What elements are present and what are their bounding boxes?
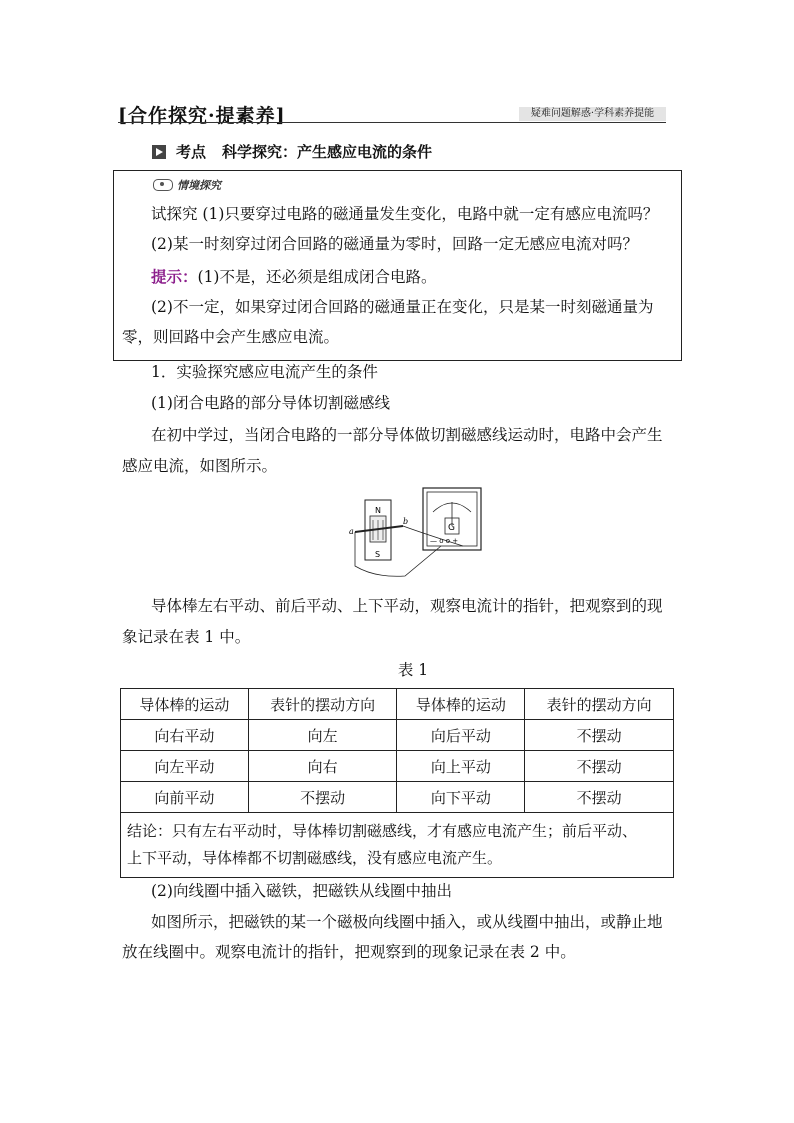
- table-cell: 向后平动: [397, 720, 525, 751]
- table-row: [121, 720, 674, 751]
- paragraph-1-line1: 在初中学过，当闭合电路的一部分导体做切割磁感线运动时，电路中会产生: [151, 426, 663, 444]
- paragraph-3-line1: 如图所示，把磁铁的某一个磁极向线圈中插入，或从线圈中抽出，或静止地: [151, 913, 663, 931]
- header-tag: 疑难问题解惑·学科素养提能: [519, 107, 666, 121]
- section-title: 科学探究：产生感应电流的条件: [222, 143, 433, 161]
- label-a: a: [349, 527, 354, 536]
- paragraph-3-line2: 放在线圈中。观察电流计的指针，把观察到的现象记录在表 2 中。: [122, 943, 576, 961]
- table-cell: 向上平动: [397, 751, 525, 782]
- paragraph-2-line1: 导体棒左右平动、前后平动、上下平动，观察电流计的指针，把观察到的现: [151, 597, 663, 615]
- inquiry-icon: [153, 179, 173, 191]
- experiment-figure: [345, 486, 485, 582]
- table-header-cell: 导体棒的运动: [397, 689, 525, 720]
- table-cell: 向右平动: [121, 720, 249, 751]
- meter-terminals: — o o +: [430, 537, 459, 545]
- label-b: b: [403, 517, 409, 526]
- section-heading: [152, 141, 432, 162]
- subheading-2: (2)向线圈中插入磁铁，把磁铁从线圈中抽出: [151, 882, 452, 900]
- table-cell: 不摆动: [525, 751, 674, 782]
- section-label: 考点: [176, 143, 207, 161]
- hint-label: 提示：: [151, 267, 198, 286]
- meter-g: G: [448, 523, 455, 533]
- question-1: 试探究 (1)只要穿过电路的磁通量发生变化，电路中就一定有感应电流吗？: [151, 205, 659, 223]
- play-icon: [152, 145, 166, 159]
- pole-s: S: [375, 550, 381, 559]
- table-cell: 向下平动: [397, 782, 525, 813]
- table-conclusion: [121, 813, 674, 878]
- table-cell: 向右: [248, 751, 397, 782]
- answer-1: (1)不是，还必须是组成闭合电路。: [197, 268, 437, 286]
- table-cell: 不摆动: [525, 782, 674, 813]
- table-cell: 不摆动: [525, 720, 674, 751]
- table-cell: 向前平动: [121, 782, 249, 813]
- question-2: (2)某一时刻穿过闭合回路的磁通量为零时，回路一定无感应电流对吗？: [151, 235, 638, 253]
- table-caption: 表 1: [397, 661, 429, 679]
- table-cell: 向左平动: [121, 751, 249, 782]
- subheading-1: (1)闭合电路的部分导体切割磁感线: [151, 394, 390, 412]
- answer-2-line1: (2)不一定，如果穿过闭合回路的磁通量正在变化，只是某一时刻磁通量为: [151, 298, 654, 316]
- table-header-cell: 表针的摆动方向: [248, 689, 397, 720]
- pole-n: N: [375, 506, 381, 515]
- table-conclusion-row: [121, 813, 674, 878]
- table-header-cell: 表针的摆动方向: [525, 689, 674, 720]
- table-header-row: [121, 689, 674, 720]
- table-cell: 不摆动: [248, 782, 397, 813]
- table-cell: 向左: [248, 720, 397, 751]
- conclusion-line2: 上下平动，导体棒都不切割磁感线，没有感应电流产生。: [127, 849, 503, 867]
- heading-1: 1．实验探究感应电流产生的条件: [151, 363, 378, 381]
- table-row: [121, 751, 674, 782]
- conclusion-line1: 结论：只有左右平动时，导体棒切割磁感线，才有感应电流产生；前后平动、: [127, 822, 638, 840]
- situation-tag: [153, 177, 221, 193]
- answer-2-line2: 零，则回路中会产生感应电流。: [122, 328, 340, 346]
- section-header-title: [合作探究·提素养]: [118, 105, 286, 127]
- paragraph-1-line2: 感应电流，如图所示。: [122, 457, 278, 475]
- wire-a: [355, 532, 441, 576]
- hint-line: [151, 262, 436, 292]
- table-header-cell: 导体棒的运动: [121, 689, 249, 720]
- table-row: [121, 782, 674, 813]
- paragraph-2-line2: 象记录在表 1 中。: [122, 628, 251, 646]
- situation-tag-label: 情境探究: [177, 179, 221, 192]
- experiment-table: [120, 688, 674, 878]
- header-divider: [118, 122, 666, 123]
